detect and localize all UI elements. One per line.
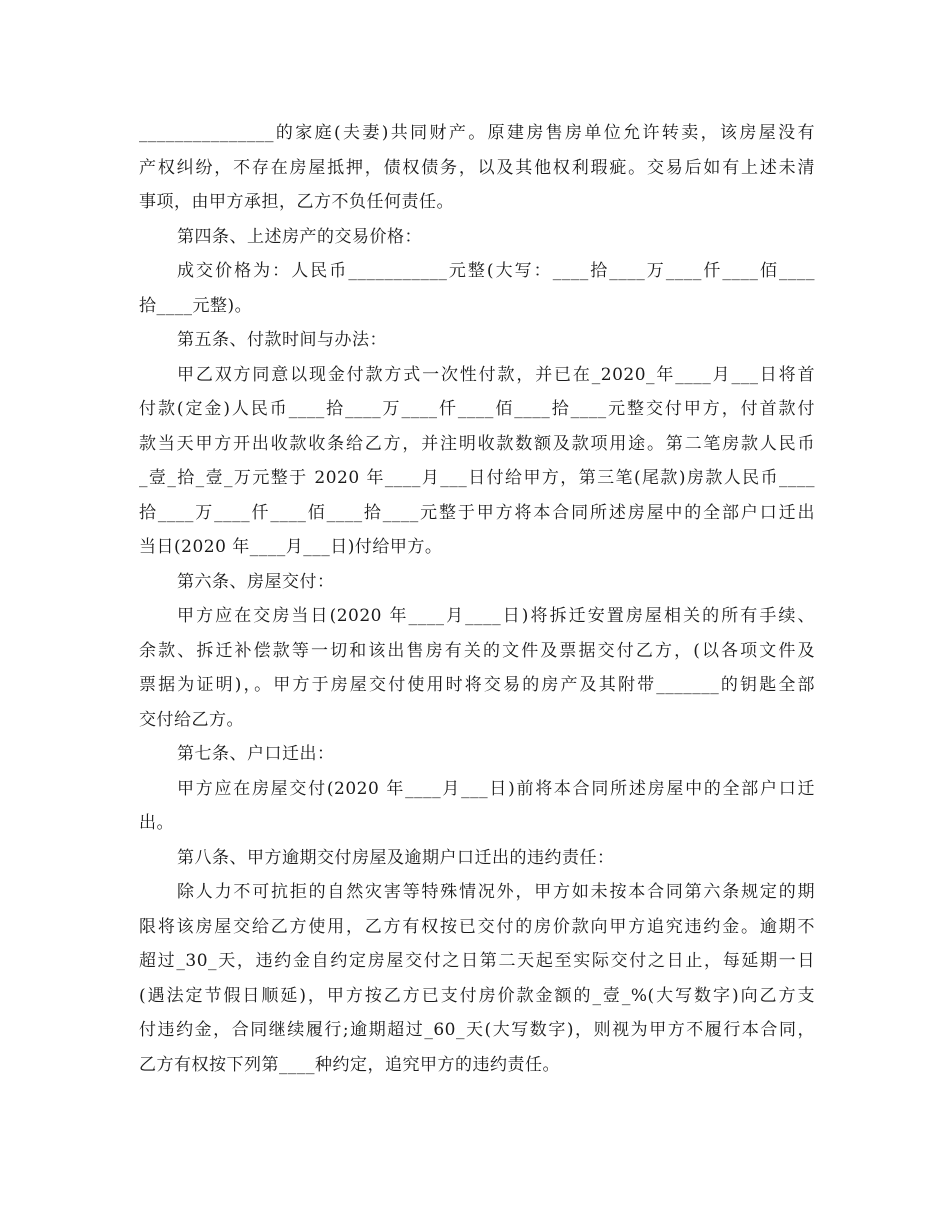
paragraph-first-line: 第七条、户口迁出：: [177, 744, 335, 764]
text-line: 限将该房屋交给乙方使用，乙方有权按已交付的房价款向甲方追究违约金。逾期不: [139, 916, 815, 937]
contract-text-body: [139, 116, 815, 1082]
text-line: 交付给乙方。: [139, 709, 244, 730]
text-line: 产权纠纷，不存在房屋抵押，债权债务，以及其他权利瑕疵。交易后如有上述未清: [139, 157, 815, 178]
paragraph-first-line: 第八条、甲方逾期交付房屋及逾期户口迁出的违约责任：: [177, 847, 615, 868]
text-line: _壹_拾_壹_万元整于 2020 年____月___日付给甲方，第三笔(尾款)房款人民币____: [139, 468, 815, 488]
paragraph-first-line: 第五条、付款时间与办法：: [177, 330, 387, 350]
text-line: 票据为证明)，。甲方于房屋交付使用时将交易的房产及其附带_______的钥匙全部: [139, 675, 815, 695]
text-line: 付违约金，合同继续履行;逾期超过_60_天(大写数字)，则视为甲方不履行本合同，: [139, 1020, 815, 1040]
text-line: 余款、拆迁补偿款等一切和该出售房有关的文件及票据交付乙方，(以各项文件及: [139, 640, 815, 661]
text-line: 拾____元整)。: [139, 295, 253, 316]
paragraph-first-line: 除人力不可抗拒的自然灾害等特殊情况外，甲方如未按本合同第六条规定的期: [177, 882, 815, 902]
paragraph-first-line: 第六条、房屋交付：: [177, 571, 335, 592]
text-line: 超过_30_天，违约金自约定房屋交付之日第二天起至实际交付之日止，每延期一日: [139, 951, 815, 971]
text-line: 款当天甲方开出收款收条给乙方，并注明收款数额及款项用途。第二笔房款人民币: [139, 433, 815, 454]
text-line: 拾____万____仟____佰____拾____元整于甲方将本合同所述房屋中的全部户口迁出: [139, 502, 815, 523]
paragraph-first-line: 成交价格为：人民币___________元整(大写：____拾____万____仟____佰____: [177, 261, 815, 281]
text-line: 出。: [139, 813, 174, 833]
paragraph-first-line: 甲方应在交房当日(2020 年____月____日)将拆迁安置房屋相关的所有手续、: [177, 606, 815, 626]
text-line: 乙方有权按下列第____种约定，追究甲方的违约责任。: [139, 1054, 560, 1075]
paragraph-first-line: 甲乙双方同意以现金付款方式一次性付款，并已在_2020_年____月___日将首: [177, 364, 815, 385]
paragraph-first-line: 第四条、上述房产的交易价格：: [177, 226, 422, 247]
text-line: 事项，由甲方承担，乙方不负任何责任。: [139, 192, 454, 212]
paragraph-first-line: 甲方应在房屋交付(2020 年____月___日)前将本合同所述房屋中的全部户口迁: [177, 778, 815, 799]
text-line: 付款(定金)人民币____拾____万____仟____佰____拾____元整交付甲方，付首款付: [139, 399, 815, 419]
text-line: (遇法定节假日顺延)，甲方按乙方已支付房价款金额的_壹_%(大写数字)向乙方支: [139, 985, 815, 1006]
text-line: _______________的家庭(夫妻)共同财产。原建房售房单位允许转卖，该房屋没有: [139, 123, 815, 143]
text-line: 当日(2020 年____月___日)付给甲方。: [139, 537, 443, 557]
